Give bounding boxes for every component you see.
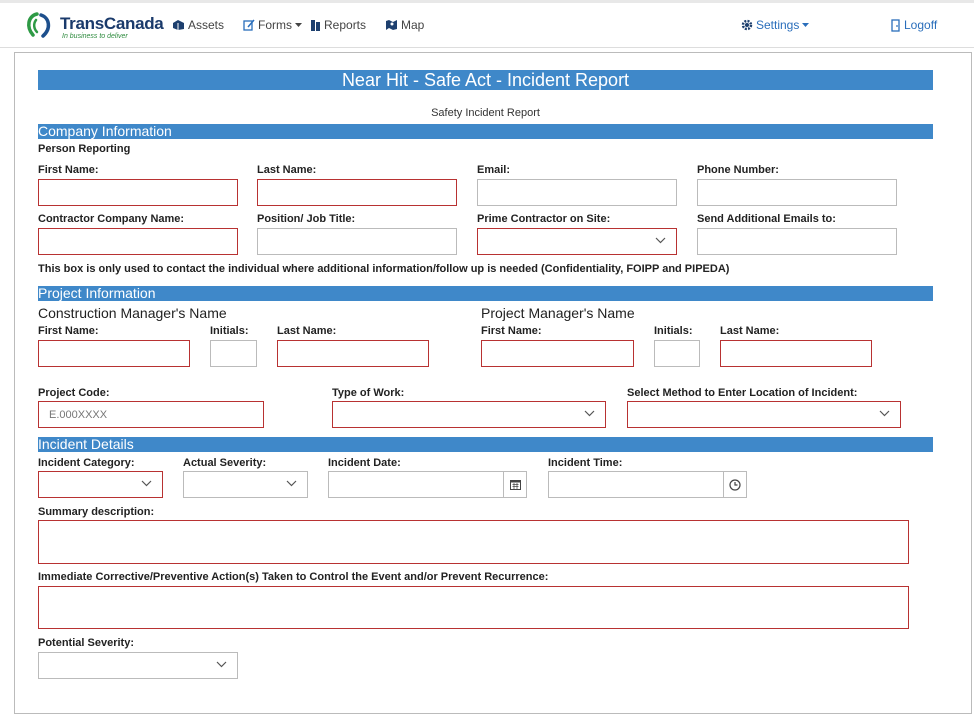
form-subtitle: Safety Incident Report: [431, 107, 540, 119]
pm-initials-input[interactable]: [654, 340, 700, 367]
corrective-action-label: Immediate Corrective/Preventive Action(s) Taken to Control the Event and/or Prevent Recurrence:: [38, 571, 549, 583]
incident-time-label: Incident Time:: [548, 457, 623, 469]
section-incident-details: Incident Details: [38, 437, 933, 452]
actual-severity-select[interactable]: [183, 471, 308, 498]
location-method-label: Select Method to Enter Location of Incident:: [627, 387, 858, 399]
nav-map-label: Map: [401, 18, 425, 32]
pm-first-name-input[interactable]: [481, 340, 634, 367]
potential-severity-label: Potential Severity:: [38, 637, 134, 649]
brand-tagline: In business to deliver: [62, 33, 128, 40]
pm-last-name-label: Last Name:: [720, 325, 780, 337]
position-label: Position/ Job Title:: [257, 213, 356, 225]
cm-first-name-label: First Name:: [38, 325, 99, 337]
cm-initials-label: Initials:: [210, 325, 249, 337]
time-picker-button[interactable]: [723, 472, 746, 497]
caret-down-icon: [295, 23, 302, 28]
summary-description-label: Summary description:: [38, 506, 155, 518]
section-project-information: Project Information: [38, 286, 933, 301]
first-name-label: First Name:: [38, 164, 99, 176]
form-title: Near Hit - Safe Act - Incident Report: [38, 70, 933, 90]
caret-down-icon: [802, 23, 809, 28]
person-reporting-heading: Person Reporting: [38, 143, 131, 155]
prime-contractor-label: Prime Contractor on Site:: [477, 213, 611, 225]
logoff-door-icon: [890, 19, 901, 32]
chevron-down-icon: [216, 661, 227, 668]
reporter-first-name-input[interactable]: [38, 179, 238, 206]
nav-logoff-label: Logoff: [904, 18, 938, 32]
cm-first-name-input[interactable]: [38, 340, 190, 367]
incident-category-label: Incident Category:: [38, 457, 135, 469]
incident-category-select[interactable]: [38, 471, 163, 498]
top-border: [0, 0, 974, 3]
project-code-input[interactable]: [38, 401, 264, 428]
contact-privacy-note: This box is only used to contact the individual where additional information/follow up is needed (Confidentiality, FOIPP and PIPEDA): [38, 263, 730, 275]
project-code-placeholder: E.000XXXX: [49, 409, 108, 421]
position-input[interactable]: [257, 228, 457, 255]
pm-first-name-label: First Name:: [481, 325, 542, 337]
pm-last-name-input[interactable]: [720, 340, 872, 367]
chevron-down-icon: [286, 480, 297, 487]
construction-manager-heading: Construction Manager's Name: [38, 305, 227, 321]
nav-settings-label: Settings: [756, 18, 800, 32]
map-icon: [385, 19, 398, 31]
additional-emails-input[interactable]: [697, 228, 897, 255]
incident-time-input[interactable]: [548, 471, 747, 498]
actual-severity-label: Actual Severity:: [183, 457, 267, 469]
section-company-information: Company Information: [38, 124, 933, 139]
prime-contractor-select[interactable]: [477, 228, 677, 255]
nav-forms-label: Forms: [258, 18, 292, 32]
top-navbar: [0, 0, 974, 48]
nav-reports-label: Reports: [324, 18, 367, 32]
brand-name[interactable]: TransCanada: [60, 14, 164, 33]
forms-icon: [243, 19, 255, 31]
contractor-company-input[interactable]: [38, 228, 238, 255]
project-code-label: Project Code:: [38, 387, 110, 399]
nav-forms-dropdown[interactable]: [243, 18, 302, 32]
reports-icon: [310, 19, 321, 32]
reporter-last-name-input[interactable]: [257, 179, 457, 206]
reporter-phone-input[interactable]: [697, 179, 897, 206]
type-of-work-select[interactable]: [332, 401, 606, 428]
nav-logoff[interactable]: [890, 18, 937, 32]
calendar-icon: [510, 479, 521, 490]
nav-assets-label: Assets: [188, 18, 225, 32]
last-name-label: Last Name:: [257, 164, 317, 176]
reporter-email-input[interactable]: [477, 179, 677, 206]
cm-last-name-label: Last Name:: [277, 325, 337, 337]
potential-severity-select[interactable]: [38, 652, 238, 679]
transcanada-logo-icon[interactable]: [24, 11, 54, 44]
chevron-down-icon: [141, 480, 152, 487]
type-of-work-label: Type of Work:: [332, 387, 405, 399]
cm-initials-input[interactable]: [210, 340, 257, 367]
additional-emails-label: Send Additional Emails to:: [697, 213, 836, 225]
corrective-action-textarea[interactable]: [38, 586, 909, 629]
assets-icon: [172, 19, 185, 31]
nav-settings-dropdown[interactable]: [741, 18, 809, 32]
gear-icon: [741, 19, 753, 31]
chevron-down-icon: [584, 410, 595, 417]
calendar-button[interactable]: [503, 472, 526, 497]
email-label: Email:: [477, 164, 511, 176]
chevron-down-icon: [655, 237, 666, 244]
pm-initials-label: Initials:: [654, 325, 693, 337]
summary-description-textarea[interactable]: [38, 520, 909, 564]
cm-last-name-input[interactable]: [277, 340, 429, 367]
nav-reports[interactable]: [310, 18, 366, 32]
incident-date-label: Incident Date:: [328, 457, 401, 469]
clock-icon: [729, 479, 741, 491]
phone-label: Phone Number:: [697, 164, 779, 176]
project-manager-heading: Project Manager's Name: [481, 305, 635, 321]
contractor-company-label: Contractor Company Name:: [38, 213, 185, 225]
incident-date-input[interactable]: [328, 471, 527, 498]
chevron-down-icon: [879, 410, 890, 417]
location-method-select[interactable]: [627, 401, 901, 428]
nav-assets[interactable]: [172, 18, 224, 32]
nav-map[interactable]: [385, 18, 424, 32]
